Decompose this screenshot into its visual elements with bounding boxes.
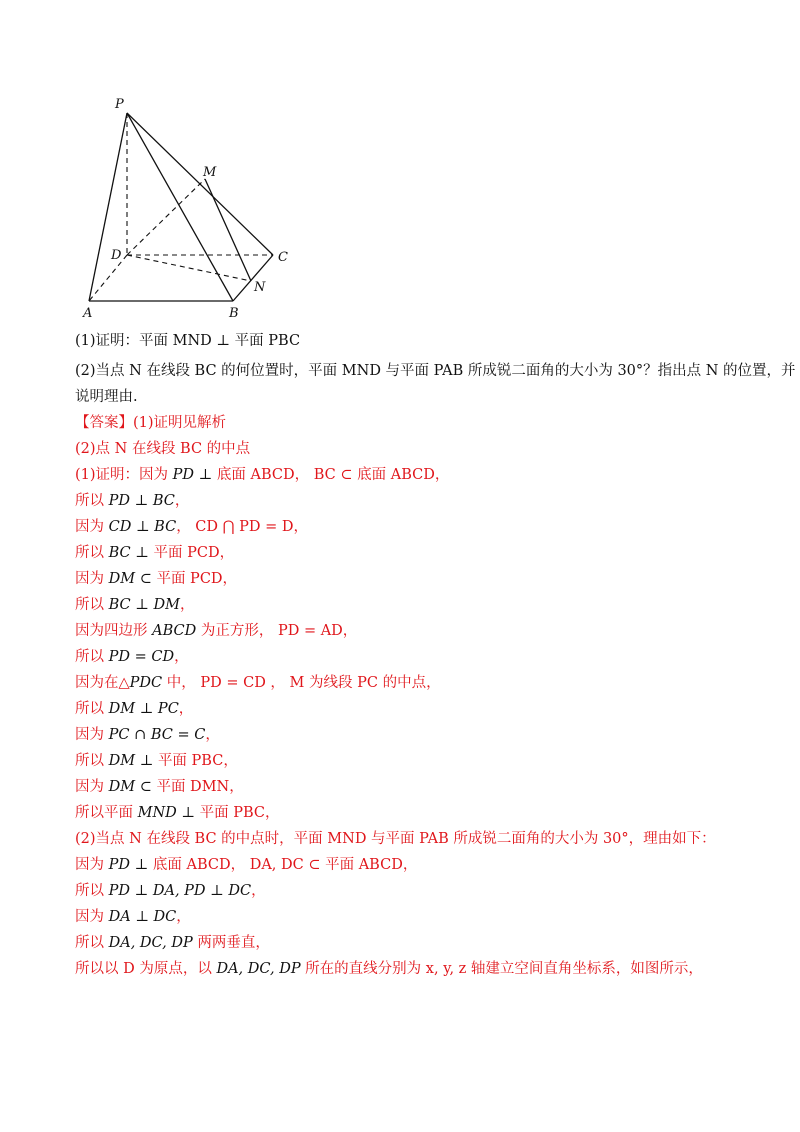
solution-rest: ， (178, 701, 194, 717)
solution-line (75, 644, 740, 670)
solution-line (75, 826, 740, 852)
solution-math: PD ⊥ BC (108, 493, 175, 509)
solution-math: DM ⊥ PC (108, 701, 179, 717)
question-part-1: (1)证明：平面 MND ⊥ 平面 PBC (75, 333, 301, 349)
solution-line (75, 722, 740, 748)
solution-rest: 中， PD = CD ， M 为线段 PC 的中点， (162, 675, 441, 691)
label-D: D (111, 248, 122, 263)
solution-line (75, 592, 740, 618)
solution-math: PD ⊥ (172, 467, 217, 483)
solution-text: 因为 (75, 909, 109, 925)
solution-text: 所以 (75, 493, 109, 509)
solution-rest: ， (179, 597, 195, 613)
answer-part-2: (2)点 N 在线段 BC 的中点 (75, 441, 251, 457)
label-N: N (254, 280, 266, 295)
solution-line (75, 670, 740, 696)
solution-line (75, 540, 740, 566)
solution-math: PD ⊥ DA, PD ⊥ DC (108, 883, 252, 899)
solution-line (75, 774, 740, 800)
solution-rest: ， (176, 909, 191, 925)
edge-MN (205, 179, 251, 281)
solution-line (75, 748, 740, 774)
pyramid-diagram (75, 88, 315, 323)
solution-line (75, 852, 740, 878)
edge-DM (127, 179, 205, 255)
solution-math: BC ⊥ DM (108, 597, 180, 613)
solution-block (75, 462, 740, 982)
solution-math: DM ⊥ (108, 753, 158, 769)
solution-line (75, 956, 740, 982)
solution-math: BC ⊥ (108, 545, 154, 561)
solution-text: 因为 (75, 857, 109, 873)
solution-text: 所以以 D 为原点，以 (75, 961, 217, 977)
solution-line (75, 618, 740, 644)
solution-math: PC ∩ BC = C (108, 727, 206, 743)
solution-math: DA, DC, DP (108, 935, 193, 951)
solution-text: 所以 (75, 935, 109, 951)
solution-rest: ， (205, 727, 220, 743)
solution-math: CD ⊥ BC (108, 519, 177, 535)
solution-math: DM ⊂ (108, 779, 157, 795)
label-C: C (278, 250, 288, 265)
question-part-2-line-2: 说明理由. (75, 389, 138, 405)
label-A: A (83, 306, 93, 321)
solution-text: 因为 (75, 727, 109, 743)
solution-rest: 平面 DMN， (156, 779, 244, 795)
solution-text: 所以 (75, 701, 109, 717)
question-part-2-line-1: (2)当点 N 在线段 BC 的何位置时，平面 MND 与平面 PAB 所成锐二面角的大小为 30°？指出点 N 的位置，并 (75, 363, 796, 379)
solution-rest: 两两垂直， (192, 935, 270, 951)
solution-line (75, 488, 740, 514)
solution-text: 所以平面 (75, 805, 138, 821)
label-B: B (229, 306, 239, 321)
solution-text: 因为 (75, 519, 109, 535)
solution-text: 因为在△ (75, 675, 130, 691)
solution-rest: 平面 PCD， (153, 545, 235, 561)
solution-text: 因为 (75, 571, 109, 587)
label-M: M (203, 165, 217, 180)
solution-math: PDC (129, 675, 163, 691)
solution-math: DA, DC, DP (216, 961, 301, 977)
edge-PA (89, 113, 127, 301)
solution-rest: 底面 ABCD， BC ⊂ 底面 ABCD， (216, 467, 450, 483)
solution-math: PD = CD (108, 649, 175, 665)
solution-text: (2)当点 N 在线段 BC 的中点时，平面 MND 与平面 PAB 所成锐二面角的大小为 30°，理由如下： (75, 831, 716, 847)
edge-DN (127, 255, 251, 281)
solution-line (75, 696, 740, 722)
solution-text: 因为 (75, 779, 109, 795)
solution-text: 所以 (75, 883, 109, 899)
solution-math: ABCD (152, 623, 197, 639)
solution-line (75, 566, 740, 592)
solution-rest: 平面 PCD， (156, 571, 238, 587)
question-block (75, 328, 796, 982)
solution-text: (1)证明：因为 (75, 467, 173, 483)
solution-math: PD ⊥ (108, 857, 153, 873)
answer-part-1: (1)证明见解析 (133, 415, 227, 431)
solution-rest: ， (174, 649, 189, 665)
solution-rest: 为正方形， PD = AD， (196, 623, 358, 639)
solution-text: 因为四边形 (75, 623, 153, 639)
solution-text: 所以 (75, 649, 109, 665)
solution-rest: ， (251, 883, 266, 899)
answer-tag: 【答案】 (75, 415, 133, 431)
solution-text: 所以 (75, 545, 109, 561)
solution-line (75, 878, 740, 904)
solution-line (75, 930, 740, 956)
solution-rest: 所在的直线分别为 x, y, z 轴建立空间直角坐标系，如图所示， (300, 961, 703, 977)
solution-line (75, 514, 740, 540)
solution-rest: ， CD ⋂ PD = D， (176, 519, 309, 535)
solution-rest: 平面 PBC， (157, 753, 238, 769)
label-P: P (115, 97, 124, 112)
solution-line (75, 462, 740, 488)
edge-BC (233, 255, 273, 301)
pyramid-figure (75, 88, 315, 323)
solution-line (75, 800, 740, 826)
solution-text: 所以 (75, 597, 109, 613)
solution-math: DM ⊂ (108, 571, 157, 587)
solution-math: DA ⊥ DC (108, 909, 177, 925)
solution-line (75, 904, 740, 930)
solution-text: 所以 (75, 753, 109, 769)
answer-line-1 (75, 410, 740, 436)
solution-math: MND ⊥ (137, 805, 200, 821)
solution-rest: 平面 PBC， (199, 805, 280, 821)
solution-rest: 底面 ABCD， DA, DC ⊂ 平面 ABCD， (152, 857, 418, 873)
solution-rest: ， (174, 493, 190, 509)
